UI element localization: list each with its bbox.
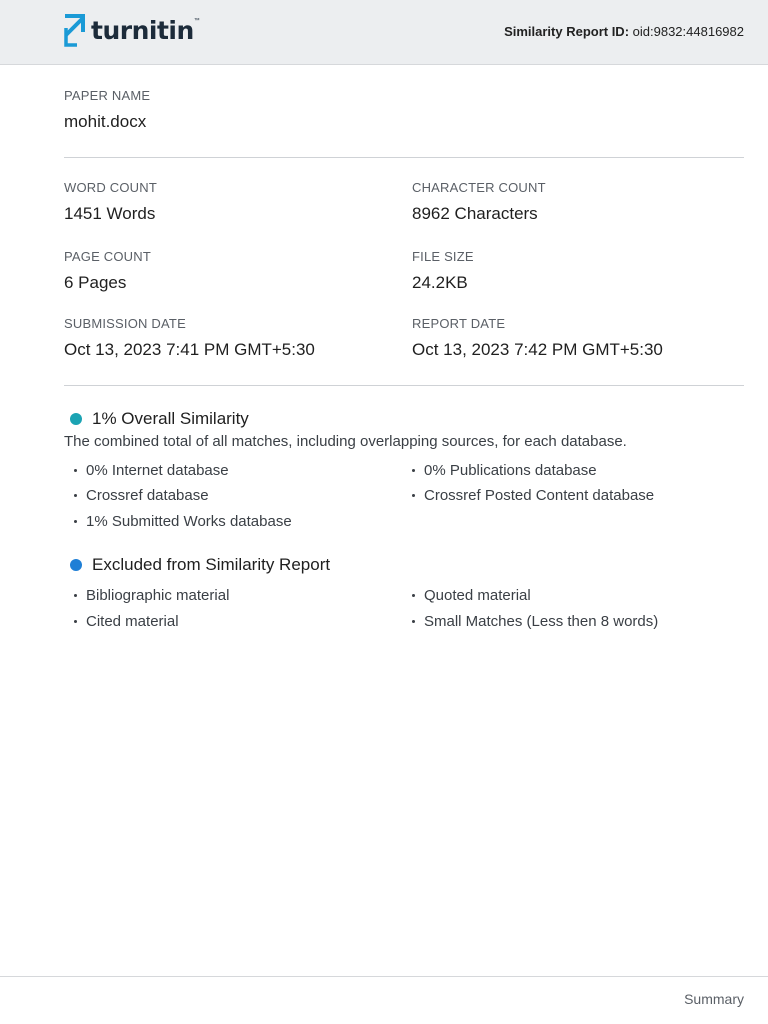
page-count-value: 6 Pages xyxy=(64,273,127,292)
paper-name-label: PAPER NAME xyxy=(64,88,151,103)
similarity-description: The combined total of all matches, including overlapping sources, for each database. xyxy=(64,433,627,450)
excluded-status-dot-icon xyxy=(70,559,82,571)
list-item xyxy=(64,462,229,479)
submission-date-value: Oct 13, 2023 7:41 PM GMT+5:30 xyxy=(64,340,315,359)
excluded-heading xyxy=(70,555,330,575)
similarity-item-text: Crossref database xyxy=(86,487,209,504)
turnitin-logo-mark-icon xyxy=(63,14,87,48)
bullet-icon xyxy=(412,469,415,472)
word-count-label: WORD COUNT xyxy=(64,180,157,195)
excluded-item-text: Cited material xyxy=(86,613,179,630)
bullet-icon xyxy=(74,494,77,497)
bullet-icon xyxy=(412,620,415,623)
excluded-item-text: Bibliographic material xyxy=(86,587,230,604)
report-id-value: oid:9832:44816982 xyxy=(632,24,744,39)
report-date-value: Oct 13, 2023 7:42 PM GMT+5:30 xyxy=(412,340,663,359)
list-item xyxy=(402,613,658,630)
excluded-item-text: Quoted material xyxy=(424,587,531,604)
overall-similarity-heading xyxy=(70,409,249,429)
submission-date-label: SUBMISSION DATE xyxy=(64,316,186,331)
list-item xyxy=(402,587,531,604)
bullet-icon xyxy=(74,620,77,623)
footer-divider xyxy=(0,976,768,977)
list-item xyxy=(64,613,179,630)
file-size-label: FILE SIZE xyxy=(412,249,474,264)
character-count-value: 8962 Characters xyxy=(412,204,538,223)
report-id-label: Similarity Report ID: xyxy=(504,24,630,39)
turnitin-logo xyxy=(63,14,200,48)
report-id xyxy=(504,24,744,39)
footer-summary-label: Summary xyxy=(684,991,744,1007)
excluded-title: Excluded from Similarity Report xyxy=(92,555,331,574)
report-date-label: REPORT DATE xyxy=(412,316,506,331)
list-item xyxy=(64,513,292,530)
word-count-value: 1451 Words xyxy=(64,204,156,223)
brand-name: turnitin xyxy=(91,16,194,45)
paper-name-value: mohit.docx xyxy=(64,112,147,131)
top-bar xyxy=(0,0,768,65)
divider-2 xyxy=(64,385,744,386)
overall-similarity-title: 1% Overall Similarity xyxy=(92,409,249,428)
file-size-value: 24.2KB xyxy=(412,273,468,292)
list-item xyxy=(402,462,597,479)
bullet-icon xyxy=(74,594,77,597)
list-item xyxy=(64,587,229,604)
bullet-icon xyxy=(412,594,415,597)
bullet-icon xyxy=(74,520,77,523)
similarity-item-text: 0% Publications database xyxy=(424,462,597,479)
list-item xyxy=(402,487,654,504)
character-count-label: CHARACTER COUNT xyxy=(412,180,546,195)
similarity-item-text: 1% Submitted Works database xyxy=(86,513,292,530)
divider-1 xyxy=(64,157,744,158)
bullet-icon xyxy=(74,469,77,472)
similarity-status-dot-icon xyxy=(70,413,82,425)
similarity-item-text: Crossref Posted Content database xyxy=(424,487,655,504)
trademark-mark: ™ xyxy=(193,18,200,24)
page-count-label: PAGE COUNT xyxy=(64,249,151,264)
bullet-icon xyxy=(412,494,415,497)
similarity-item-text: 0% Internet database xyxy=(86,462,229,479)
list-item xyxy=(64,487,209,504)
excluded-item-text: Small Matches (Less then 8 words) xyxy=(424,613,659,630)
